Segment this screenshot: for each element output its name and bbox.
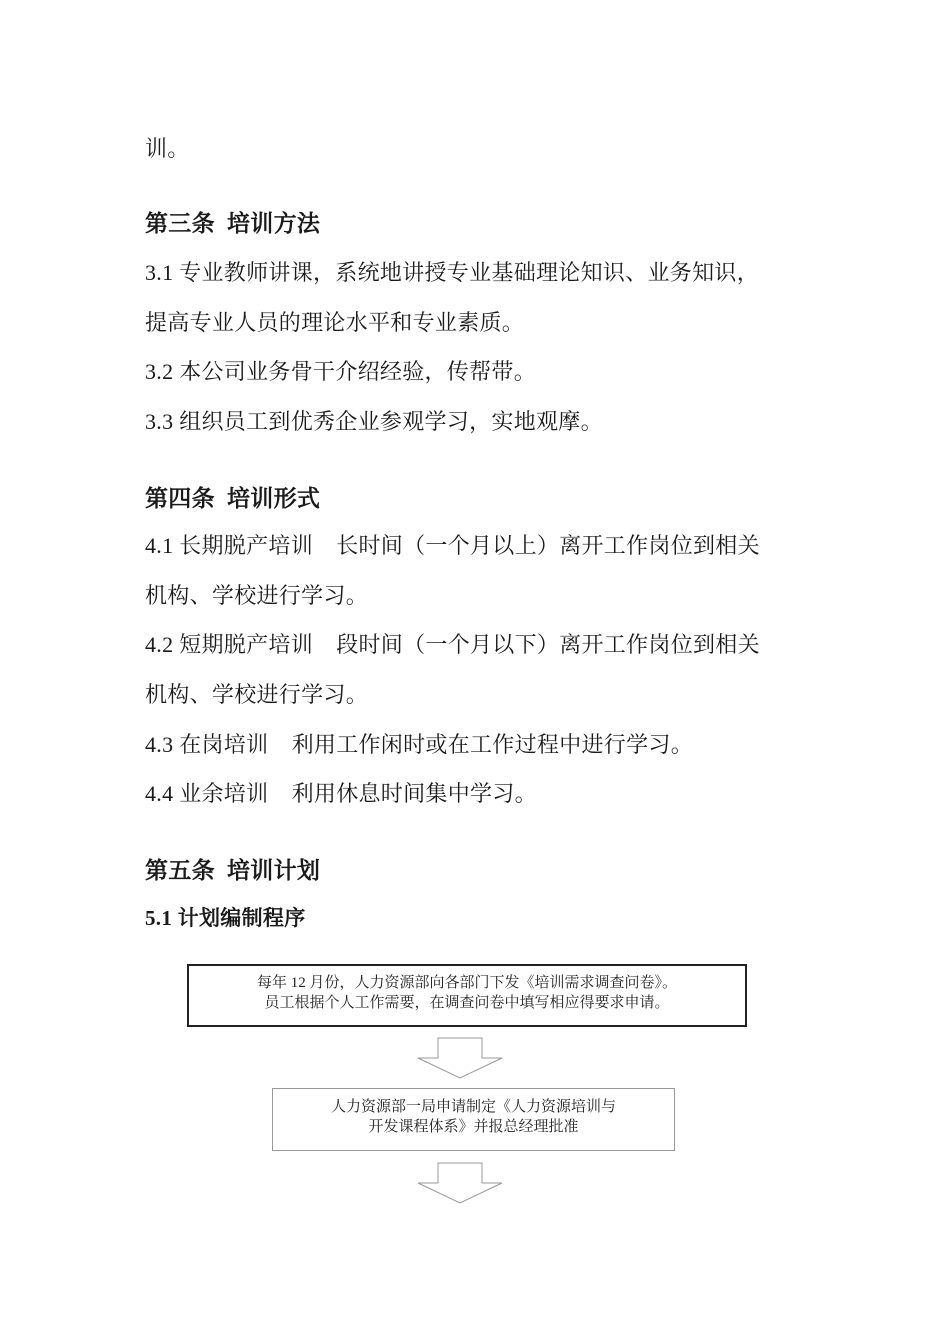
paragraph-line: 3.2 本公司业务骨干介绍经验，传帮带。 xyxy=(145,359,537,384)
paragraph-line: 3.3 组织员工到优秀企业参观学习，实地观摩。 xyxy=(145,409,603,434)
paragraph-line: 4.1 长期脱产培训 长时间（一个月以上）离开工作岗位到相关 xyxy=(145,533,760,558)
paragraph-line: 4.3 在岗培训 利用工作闲时或在工作过程中进行学习。 xyxy=(145,732,694,757)
paragraph-line: 机构、学校进行学习。 xyxy=(145,583,369,608)
paragraph-line: 3.1 专业教师讲课，系统地讲授专业基础理论知识、业务知识， xyxy=(145,260,760,285)
subsection-heading: 5.1 计划编制程序 xyxy=(145,906,306,930)
flow-step-1: 每年 12 月份，人力资源部向各部门下发《培训需求调查问卷》。 员工根据个人工作需要，在调查问卷中填写相应得要求申请。 xyxy=(187,964,747,1027)
down-arrow-icon xyxy=(416,1162,504,1204)
continuation-text: 训。 xyxy=(145,136,190,161)
flow-step-2: 人力资源部一局申请制定《人力资源培训与 开发课程体系》并报总经理批准 xyxy=(272,1088,675,1151)
down-arrow-icon xyxy=(416,1037,504,1079)
section-4-heading: 第四条 培训形式 xyxy=(145,486,321,511)
paragraph-line: 4.4 业余培训 利用休息时间集中学习。 xyxy=(145,781,537,806)
paragraph-line: 4.2 短期脱产培训 段时间（一个月以下）离开工作岗位到相关 xyxy=(145,632,760,657)
paragraph-line: 机构、学校进行学习。 xyxy=(145,682,369,707)
paragraph-line: 提高专业人员的理论水平和专业素质。 xyxy=(145,310,525,335)
section-5-heading: 第五条 培训计划 xyxy=(145,858,321,883)
section-3-heading: 第三条 培训方法 xyxy=(145,211,321,236)
